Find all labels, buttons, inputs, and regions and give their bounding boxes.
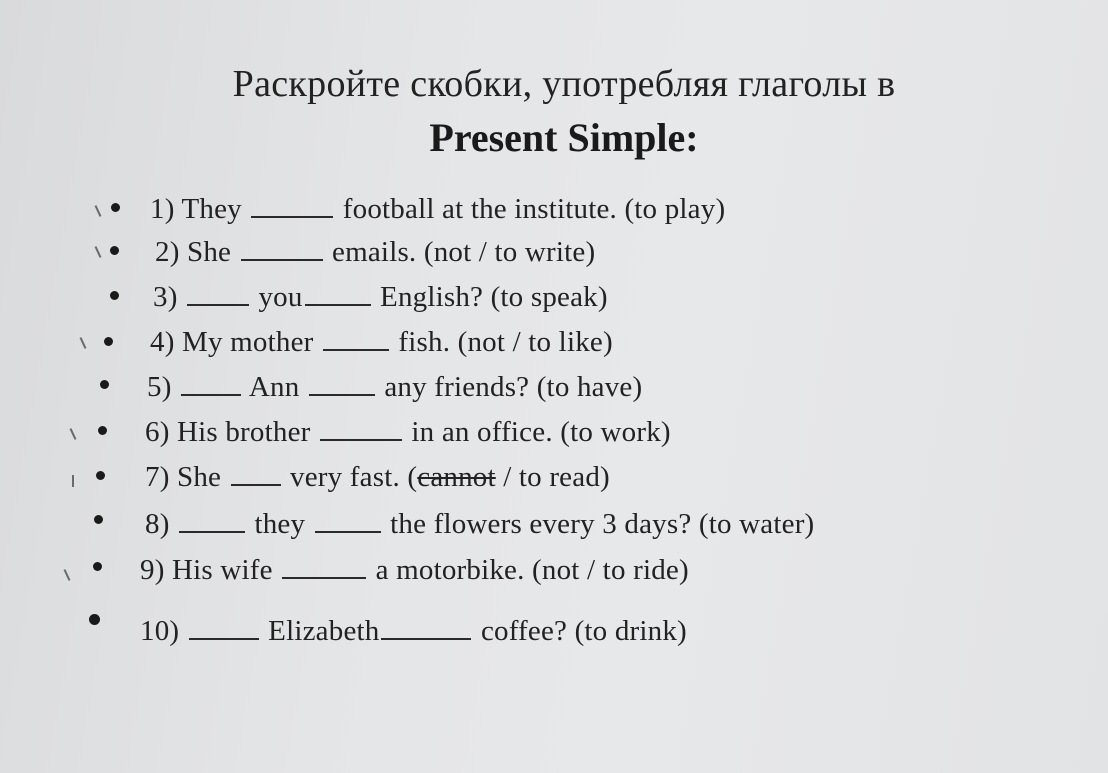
answer-blank [251, 216, 333, 218]
subject: they [254, 508, 306, 540]
subject: you [258, 281, 303, 313]
answer-blank [181, 394, 241, 396]
item-number: 5) [147, 371, 172, 403]
exercise-item-8 [145, 508, 814, 541]
bullet [93, 562, 102, 571]
check-mark [95, 205, 102, 217]
instruction-title: Раскройте скобки, употребляя глаголы в [232, 63, 896, 105]
answer-blank [179, 531, 245, 533]
rest-of-sentence: the flowers every 3 days? (to water) [390, 508, 815, 540]
rest-of-sentence: emails. (not / to write) [332, 236, 596, 268]
item-number: 10) [140, 615, 180, 647]
item-number: 2) [155, 236, 180, 268]
answer-blank [189, 638, 259, 640]
item-number: 7) [145, 461, 170, 493]
rest-of-sentence [290, 461, 610, 493]
answer-blank [231, 484, 281, 486]
answer-blank [282, 577, 366, 579]
exercise-item-3 [153, 281, 608, 314]
bullet [100, 380, 109, 389]
check-mark [64, 569, 71, 581]
item-number: 1) [150, 193, 175, 225]
bullet [110, 291, 119, 300]
answer-blank [381, 638, 471, 640]
rest-of-sentence: in an office. (to work) [411, 416, 671, 448]
struck-word: cannot [417, 461, 496, 493]
sentence-text: very fast. ( [290, 461, 418, 493]
subject: They [181, 193, 242, 225]
bullet [89, 614, 100, 625]
rest-of-sentence: football at the institute. (to play) [342, 193, 726, 225]
item-number: 9) [140, 554, 165, 586]
subject: She [187, 236, 232, 268]
exercise-item-6 [145, 416, 671, 449]
item-number: 6) [145, 416, 170, 448]
subject: Ann [248, 371, 300, 403]
exercise-item-1 [150, 193, 725, 226]
answer-blank [305, 304, 371, 306]
answer-blank [315, 531, 381, 533]
exercise-item-10 [140, 615, 687, 648]
rest-of-sentence: coffee? (to drink) [480, 615, 687, 647]
check-mark [70, 428, 77, 440]
rest-of-sentence: fish. (not / to like) [398, 326, 613, 358]
tense-heading: Present Simple: [429, 115, 699, 160]
bullet [104, 337, 113, 346]
rest-of-sentence: a motorbike. (not / to ride) [375, 554, 689, 586]
bullet [98, 426, 107, 435]
bullet [110, 246, 119, 255]
exercise-item-2 [155, 236, 595, 269]
subject: Elizabeth [268, 615, 380, 647]
answer-blank [241, 259, 323, 261]
subject: My mother [182, 326, 314, 358]
subject: She [177, 461, 222, 493]
exercise-item-4 [150, 326, 613, 359]
answer-blank [320, 439, 402, 441]
item-number: 3) [153, 281, 178, 313]
sentence-text: / to read) [495, 461, 610, 493]
answer-blank [323, 349, 389, 351]
check-mark [95, 246, 102, 258]
answer-blank [187, 304, 249, 306]
rest-of-sentence: English? (to speak) [380, 281, 608, 313]
check-mark [72, 475, 74, 487]
subject: His brother [177, 416, 311, 448]
item-number: 4) [150, 326, 175, 358]
exercise-item-7 [145, 461, 610, 494]
bullet [96, 471, 105, 480]
subject: His wife [172, 554, 273, 586]
rest-of-sentence: any friends? (to have) [384, 371, 643, 403]
item-number: 8) [145, 508, 170, 540]
check-mark [80, 337, 87, 349]
bullet [111, 203, 120, 212]
exercise-item-9 [140, 554, 689, 587]
exercise-item-5 [147, 371, 642, 404]
bullet [94, 515, 103, 524]
answer-blank [309, 394, 375, 396]
